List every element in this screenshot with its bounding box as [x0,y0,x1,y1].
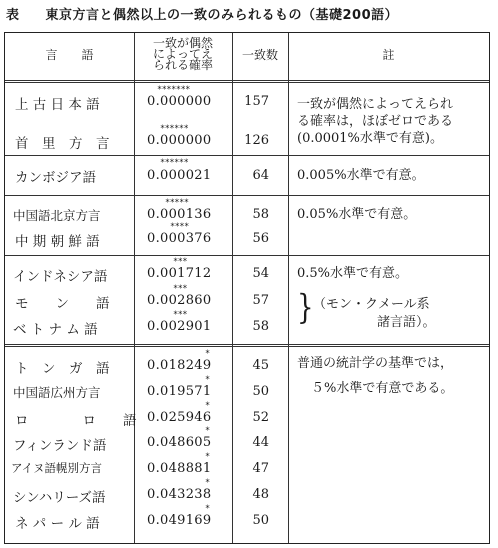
row-count: 57 [252,293,269,308]
note-text: 一致が偶然によってえられ [297,97,454,112]
row-language: カンボジア語 [15,170,96,186]
row-probability: 0.043238 [147,487,212,502]
row-language: シンハリーズ語 [13,490,106,506]
row-count: 56 [252,231,269,246]
table-title [6,4,398,23]
header-probability-line: によってえ [152,47,213,61]
row-language: ベ ト ナ ム 語 [13,322,98,338]
significance-stars: *** [173,257,188,267]
significance-stars: * [205,504,210,514]
header-probability-line: 一致が偶然 [152,36,213,50]
row-count: 50 [252,513,269,528]
row-count: 47 [252,461,269,476]
significance-stars: *** [173,284,188,294]
significance-stars: ******* [157,85,191,95]
row-probability: 0.000376 [147,231,212,246]
row-probability: 0.048881 [147,461,212,476]
row-probability: 0.025946 [147,410,212,425]
row-probability: 0.002860 [147,293,212,308]
row-language: ト ン ガ 語 [15,361,110,377]
header-note: 註 [382,48,395,62]
row-language: インドネシア語 [13,269,108,285]
row-count: 126 [244,133,269,148]
table-label: 表 [6,8,20,23]
group-divider [5,255,489,256]
data-table [4,32,490,544]
row-probability: 0.048605 [147,435,212,450]
table-caption: 東京方言と偶然以上の一致のみられるもの（基礎200語） [45,8,399,23]
row-language: モ ン 語 [15,296,110,312]
row-language: 首 里 方 言 [15,136,110,152]
note-text: る確率は，ほぼゼロである [297,114,454,129]
note-text: 普通の統計学の基準では， [297,356,454,371]
row-count: 45 [252,358,269,373]
significance-stars: * [205,426,210,436]
row-language: 中国語広州方言 [13,385,101,400]
row-count: 64 [252,168,269,183]
group-divider [5,155,489,156]
row-count: 54 [252,266,269,281]
column-divider [288,33,289,543]
note-text: 0.05%水準で有意。 [297,207,417,222]
significance-stars: ***** [165,198,189,208]
group-divider [5,195,489,196]
row-probability: 0.000021 [147,168,212,183]
note-text: （モン・クメール系 [313,297,430,312]
brace-mark: } [297,288,314,328]
note-text: 諸言語）。 [377,315,436,330]
row-count: 48 [252,487,269,502]
row-count: 157 [244,94,269,109]
group-divider [5,344,489,347]
header-probability [134,38,232,71]
row-count: 44 [252,435,269,450]
row-count: 52 [252,410,269,425]
significance-stars: ****** [160,124,189,134]
header-divider [5,80,489,83]
row-probability: 0.000000 [147,94,212,109]
significance-stars: * [205,349,210,359]
row-language: ネ パ ー ル 語 [15,516,100,532]
row-count: 50 [252,384,269,399]
header-language: 言 語 [45,48,94,62]
row-language: 中国語北京方言 [13,208,101,223]
header-count: 一致数 [241,48,278,62]
significance-stars: * [205,401,210,411]
significance-stars: **** [170,222,189,232]
significance-stars: * [205,375,210,385]
row-probability: 0.000000 [147,133,212,148]
row-count: 58 [252,319,269,334]
row-probability: 0.000136 [147,207,212,222]
row-language: 上 古 日 本 語 [15,97,100,113]
significance-stars: *** [173,310,188,320]
row-language: アイヌ語幌別方言 [11,461,102,475]
row-language: フィンランド語 [13,438,107,454]
row-language: ロ ロ 語 [15,413,137,429]
row-probability: 0.002901 [147,319,212,334]
column-divider [232,33,233,543]
column-divider [134,33,135,543]
row-probability: 0.001712 [147,266,212,281]
row-count: 58 [252,207,269,222]
header-probability-line: られる確率 [152,58,213,72]
note-text: 0.005%水準で有意。 [297,168,425,183]
row-probability: 0.018249 [147,358,212,373]
note-text: 0.5%水準で有意。 [297,266,409,281]
row-probability: 0.019571 [147,384,212,399]
row-probability: 0.049169 [147,513,212,528]
significance-stars: * [205,452,210,462]
note-text: ５%水準で有意である。 [311,381,454,396]
note-text: (0.0001%水準で有意)。 [297,131,443,146]
significance-stars: ****** [160,158,189,168]
significance-stars: * [205,478,210,488]
row-language: 中 期 朝 鮮 語 [15,234,100,250]
